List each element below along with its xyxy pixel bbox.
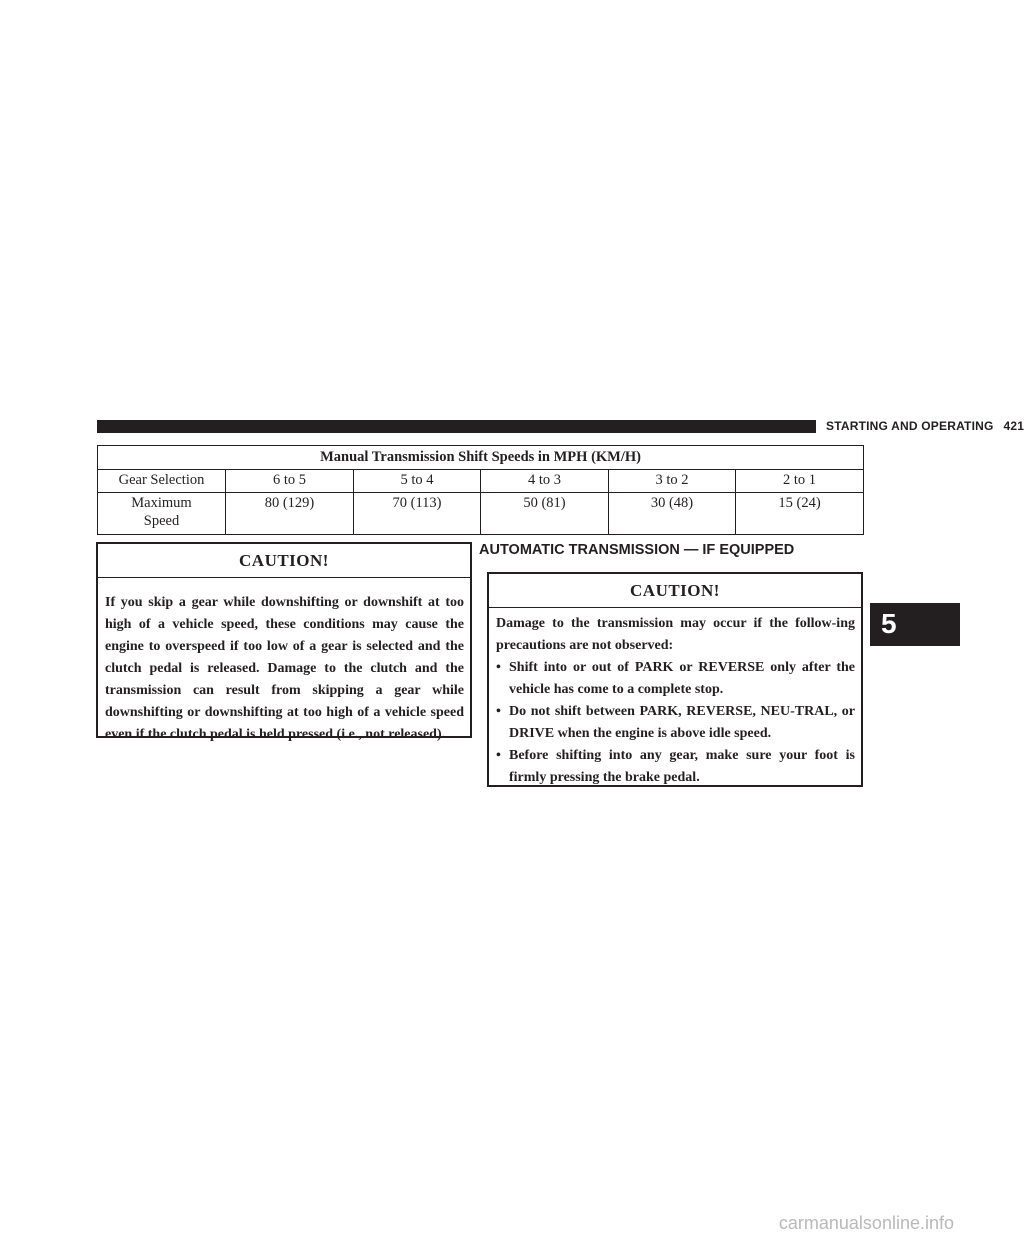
header-rule bbox=[97, 420, 816, 433]
bullet-icon: • bbox=[496, 704, 501, 719]
row-label-line1: Maximum bbox=[131, 495, 192, 511]
column-header: 5 to 4 bbox=[354, 470, 481, 493]
table-caption: Manual Transmission Shift Speeds in MPH (KM/H) bbox=[98, 446, 864, 470]
row-label-line2: Speed bbox=[143, 513, 180, 529]
running-header bbox=[826, 418, 1024, 435]
caution-title: CAUTION! bbox=[489, 574, 861, 608]
column-header: 3 to 2 bbox=[609, 470, 736, 493]
section-heading: AUTOMATIC TRANSMISSION — IF EQUIPPED bbox=[479, 542, 795, 558]
chapter-tab bbox=[870, 603, 960, 646]
list-item bbox=[496, 701, 855, 745]
caution-title: CAUTION! bbox=[98, 544, 470, 578]
table-cell: 80 (129) bbox=[226, 493, 354, 535]
caution-body: If you skip a gear while downshifting or downshift at too high of a vehicle speed, these conditions may cause the engine to overspeed if too low of a gear is selected and the clutch pedal is released. Damage to the clutch and the transmission can result from skipping a gear while downshifting or downshifting at too high of a vehicle speed even if the clutch pedal is held pressed (i.e., not released). bbox=[105, 595, 464, 742]
watermark: carmanualsonline.info bbox=[778, 1213, 954, 1233]
bullet-icon: • bbox=[496, 748, 501, 763]
table-cell: 70 (113) bbox=[354, 493, 481, 535]
caution-box-automatic bbox=[487, 572, 863, 787]
caution-intro: Damage to the transmission may occur if the follow-ing precautions are not observed: bbox=[496, 616, 855, 653]
bullet-text: Before shifting into any gear, make sure your foot is firmly pressing the brake pedal. bbox=[509, 748, 855, 785]
table-cell: 50 (81) bbox=[481, 493, 609, 535]
caution-body bbox=[489, 608, 861, 789]
section-title: STARTING AND OPERATING bbox=[826, 419, 994, 433]
table-cell: 30 (48) bbox=[609, 493, 736, 535]
chapter-number: 5 bbox=[881, 608, 897, 639]
bullet-text: Shift into or out of PARK or REVERSE only after the vehicle has come to a complete stop. bbox=[509, 660, 855, 697]
table-row bbox=[98, 493, 864, 535]
row-label bbox=[98, 493, 226, 535]
caution-box-manual bbox=[96, 542, 472, 742]
column-header: 4 to 3 bbox=[481, 470, 609, 493]
column-header: 6 to 5 bbox=[226, 470, 354, 493]
bullet-text: Do not shift between PARK, REVERSE, NEU-TRAL, or DRIVE when the engine is above idle speed. bbox=[509, 704, 855, 741]
column-header: Gear Selection bbox=[98, 470, 226, 493]
list-item bbox=[496, 657, 855, 701]
table-header-row bbox=[98, 470, 864, 493]
shift-speed-table bbox=[97, 445, 864, 535]
table-cell: 15 (24) bbox=[736, 493, 864, 535]
list-item bbox=[496, 745, 855, 789]
page-number: 421 bbox=[1003, 419, 1024, 433]
column-header: 2 to 1 bbox=[736, 470, 864, 493]
bullet-icon: • bbox=[496, 660, 501, 675]
